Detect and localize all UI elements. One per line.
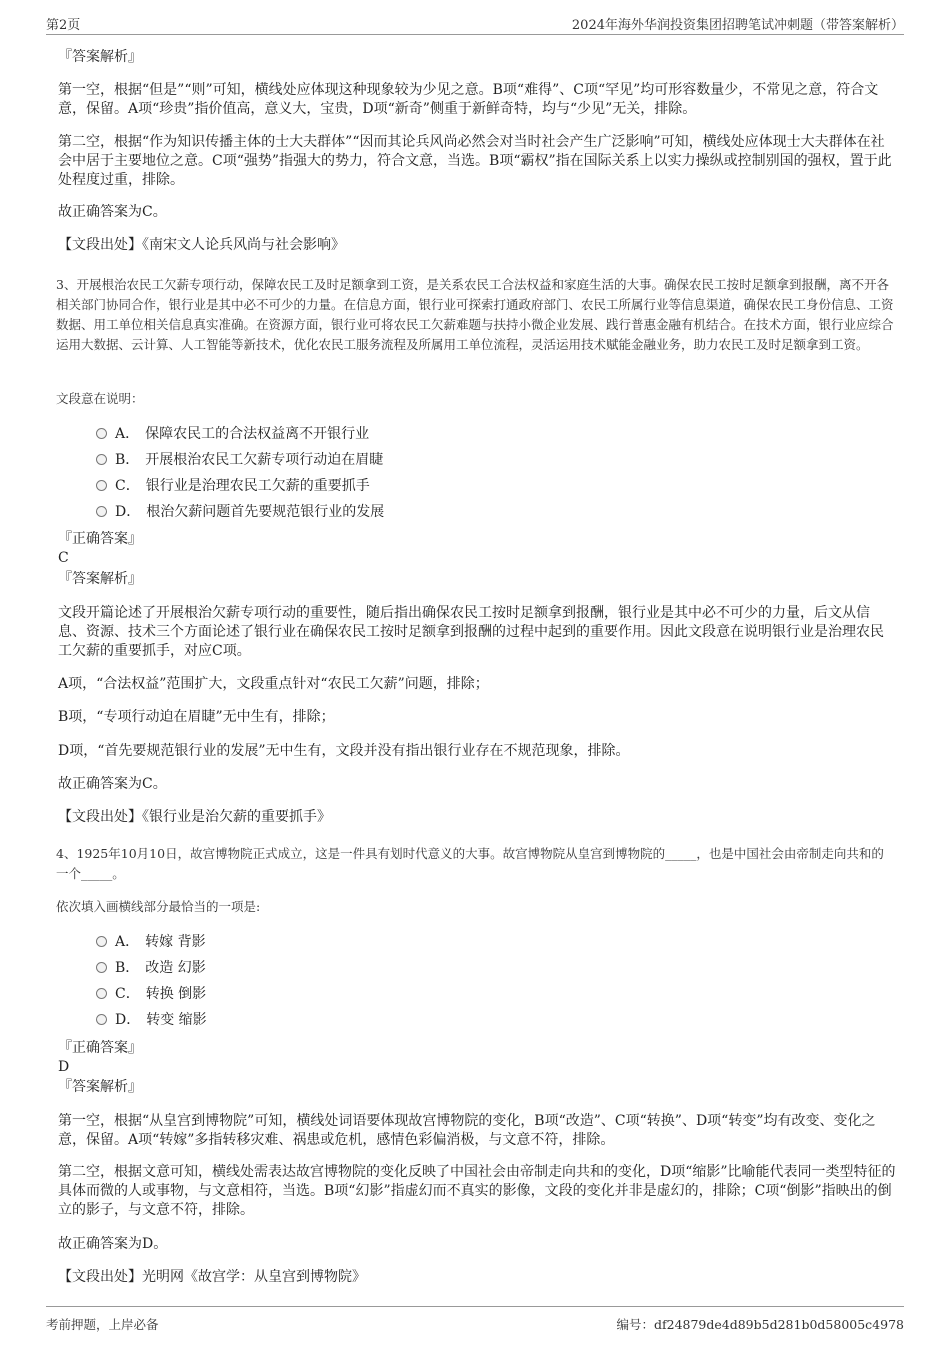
- q4-source: 【文段出处】光明网《故宫学：从皇宫到博物院》: [58, 1269, 366, 1285]
- q3-answer: C: [58, 550, 69, 566]
- page-footer: [46, 1306, 904, 1333]
- radio-icon[interactable]: [96, 1014, 107, 1025]
- q4-answer-label: 『正确答案』: [58, 1040, 142, 1056]
- q4-stem: 4、1925年10月10日，故宫博物院正式成立，这是一件具有划时代意义的大事。故宫博物院从皇宫到博物院的_____，也是中国社会由帝制走向共和的一个_____。: [56, 846, 884, 881]
- radio-icon[interactable]: [96, 480, 107, 491]
- radio-icon[interactable]: [96, 936, 107, 947]
- q2-conclusion: 故正确答案为C。: [58, 204, 167, 220]
- q3-option-d[interactable]: D． 根治欠薪问题首先要规范银行业的发展: [96, 502, 384, 522]
- q4-answer: D: [58, 1059, 70, 1075]
- q4-option-c[interactable]: C． 转换 倒影: [96, 984, 206, 1004]
- q4-analysis-para2: 第二空，根据文意可知，横线处需表达故宫博物院的变化反映了中国社会由帝制走向共和的变化，D项“缩影”比喻能代表同一类型特征的具体而微的人或事物，与文意相符，当选。B项“幻影”指虚幻而不真实的影像，文段的变化并非是虚幻的，排除；C项“倒影”指映出的倒立的影子，与文意不符，排除。: [58, 1164, 896, 1218]
- document-title: 2024年海外华润投资集团招聘笔试冲刺题（带答案解析）: [571, 18, 904, 33]
- q3-analysis-para1: 文段开篇论述了开展根治欠薪专项行动的重要性，随后指出确保农民工按时足额拿到报酬，银行业是其中必不可少的力量，后文从信息、资源、技术三个方面论述了银行业在确保农民工按时足额拿到报酬的过程中起到的重要作用。因此文段意在说明银行业是治理农民工欠薪的重要抓手，对应C项。: [58, 605, 884, 659]
- q3-analysis-para2: A项，“合法权益”范围扩大，文段重点针对“农民工欠薪”问题，排除；: [58, 676, 489, 692]
- q4-analysis-label: 『答案解析』: [58, 1079, 142, 1095]
- q4-option-a[interactable]: A． 转嫁 背影: [96, 932, 206, 952]
- q3-stem: 3、开展根治农民工欠薪专项行动，保障农民工及时足额拿到工资，是关系农民工合法权益和家庭生活的大事。确保农民工按时足额拿到报酬，离不开各相关部门协同合作，银行业是其中必不可少的力量。在信息方面，银行业可探索打通政府部门、农民工所属行业等信息渠道，确保农民工身份信息、工资数据、用工单位相关信息真实准确。在资源方面，银行业可将农民工欠薪难题与扶持小微企业发展、践行普惠金融有机结合。在技术方面，银行业应综合运用大数据、云计算、人工智能等新技术，优化农民工服务流程及所属用工单位流程，灵活运用技术赋能金融业务，助力农民工及时足额拿到工资。: [56, 277, 894, 352]
- document-id: 编号：df24879de4d89b5d281b0d58005c4978: [616, 1317, 904, 1332]
- footer-slogan: 考前押题，上岸必备: [46, 1317, 159, 1332]
- q3-option-b[interactable]: B． 开展根治农民工欠薪专项行动迫在眉睫: [96, 450, 383, 470]
- q3-source: 【文段出处】《银行业是治欠薪的重要抓手》: [58, 809, 331, 825]
- q4-analysis-para1: 第一空，根据“从皇宫到博物院”可知，横线处词语要体现故宫博物院的变化，B项“改造”、C项“转换”、D项“转变”均有改变、变化之意，保留。A项“转嫁”多指转移灾难、祸患或危机，感情色彩偏消极，与文意不符，排除。: [58, 1113, 876, 1148]
- q2-analysis-para2: 第二空，根据“作为知识传播主体的士大夫群体”“因而其论兵风尚必然会对当时社会产生广泛影响”可知，横线处应体现士大夫群体在社会中居于主要地位之意。C项“强势”指强大的势力，符合文意，当选。B项“霸权”指在国际关系上以实力操纵或控制别国的强权，置于此处程度过重，排除。: [58, 134, 892, 188]
- page-number: 第2页: [46, 18, 81, 33]
- q3-analysis-para3: B项，“专项行动迫在眉睫”无中生有，排除；: [58, 709, 335, 725]
- q3-conclusion: 故正确答案为C。: [58, 776, 167, 792]
- q3-analysis-para4: D项，“首先要规范银行业的发展”无中生有，文段并没有指出银行业存在不规范现象，排除。: [58, 743, 630, 759]
- q3-prompt: 文段意在说明：: [56, 391, 144, 406]
- q2-analysis-para1: 第一空，根据“但是”“则”可知，横线处应体现这种现象较为少见之意。B项“难得”、C项“罕见”均可形容数量少，不常见之意，符合文意，保留。A项“珍贵”指价值高，意义大，宝贵，D项“新奇”侧重于新鲜奇特，均与“少见”无关，排除。: [58, 82, 879, 117]
- q3-answer-label: 『正确答案』: [58, 531, 142, 547]
- radio-icon[interactable]: [96, 454, 107, 465]
- q3-option-a[interactable]: A． 保障农民工的合法权益离不开银行业: [96, 424, 369, 444]
- q4-prompt: 依次填入画横线部分最恰当的一项是:: [56, 899, 261, 914]
- page-header: [46, 14, 904, 35]
- q4-option-d[interactable]: D． 转变 缩影: [96, 1010, 207, 1030]
- q2-analysis-label: 『答案解析』: [58, 49, 142, 65]
- radio-icon[interactable]: [96, 428, 107, 439]
- q2-source: 【文段出处】《南宋文人论兵风尚与社会影响》: [58, 237, 345, 253]
- q3-analysis-label: 『答案解析』: [58, 571, 142, 587]
- q4-conclusion: 故正确答案为D。: [58, 1236, 168, 1252]
- radio-icon[interactable]: [96, 988, 107, 999]
- q3-option-c[interactable]: C． 银行业是治理农民工欠薪的重要抓手: [96, 476, 370, 496]
- q4-option-b[interactable]: B． 改造 幻影: [96, 958, 206, 978]
- radio-icon[interactable]: [96, 506, 107, 517]
- radio-icon[interactable]: [96, 962, 107, 973]
